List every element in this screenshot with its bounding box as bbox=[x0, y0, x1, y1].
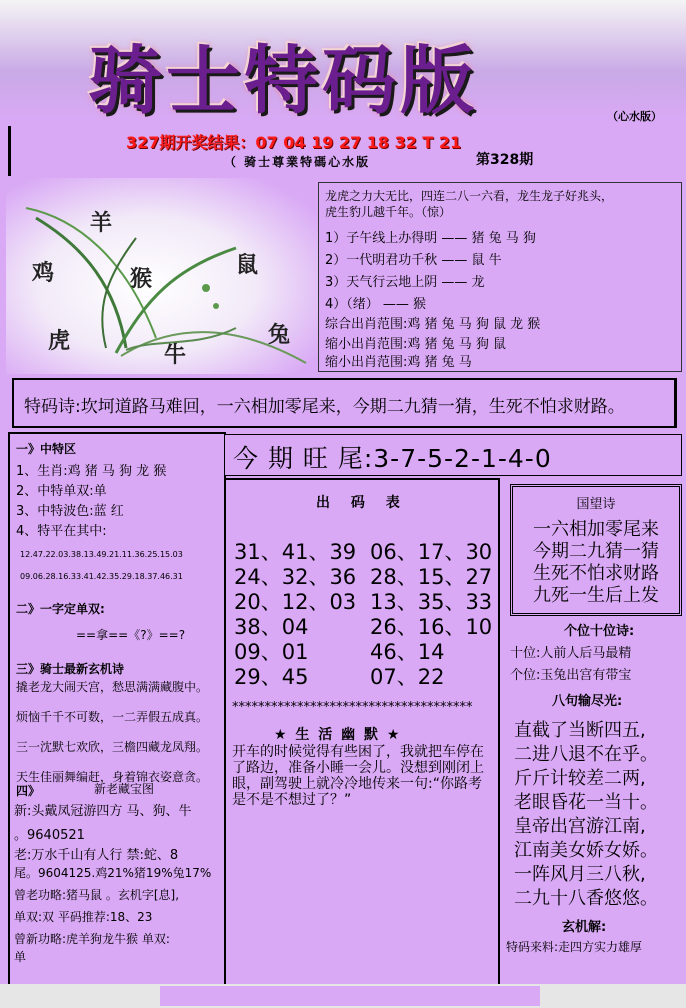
national-poem-line: 九死一生后上发 bbox=[533, 585, 659, 606]
riddle-line: 缩小出肖范围:鸡 猪 兔 马 bbox=[325, 355, 472, 370]
number-row-left: 24、32、36 bbox=[234, 565, 357, 589]
riddle-line: 3）天气行云地上阴 —— 龙 bbox=[325, 275, 485, 290]
number-table-title: 出 码 表 bbox=[316, 495, 408, 511]
eight-line-poem: 二进八退不在乎。 bbox=[514, 744, 658, 765]
number-row-left: 20、12、03 bbox=[234, 590, 357, 614]
mystery-solution-text: 特码来料:走四方实力雄厚 bbox=[506, 940, 643, 954]
masthead-char: 士 bbox=[166, 38, 244, 124]
national-poem-box bbox=[510, 484, 682, 616]
tens-digit-line: 十位:人前人后马最精 bbox=[510, 646, 632, 661]
mystery-poem-line: 撬老龙大闹天宫，愁思满满藏腹中。 bbox=[16, 680, 209, 694]
riddle-line: 2）一代明君功千秋 —— 鼠 牛 bbox=[325, 253, 502, 268]
treasure-line: 老:万水千山有人行 禁:蛇、8 bbox=[14, 848, 179, 863]
treasure-line: 单 bbox=[14, 950, 27, 964]
treasure-line: 曾新功略:虎羊狗龙牛猴 单双: bbox=[14, 932, 170, 946]
zodiac-monkey: 猴 bbox=[130, 266, 153, 292]
zodiac-ox: 牛 bbox=[164, 342, 187, 368]
number-row-left: 09、01 bbox=[234, 640, 309, 664]
eight-line-poem: 皇帝出宫游江南, bbox=[514, 816, 646, 837]
eight-line-poem: 直截了当断四五, bbox=[514, 720, 646, 741]
section-title: 三》骑士最新玄机诗 bbox=[16, 662, 125, 676]
poem-box bbox=[12, 378, 677, 428]
national-poem-line: 生死不怕求财路 bbox=[533, 563, 659, 584]
draw-result: 327期开奖结果：07 04 19 27 18 32 T 21 bbox=[126, 133, 462, 152]
issue-number: 第328期 bbox=[476, 152, 534, 168]
masthead-char: 骑 bbox=[88, 38, 166, 124]
eight-lines-title: 八句输尽光: bbox=[552, 694, 623, 709]
left-column bbox=[8, 432, 226, 996]
eight-line-poem: 一阵风月三八秋, bbox=[514, 864, 646, 885]
number-row-left: 29、45 bbox=[234, 665, 309, 689]
color-pick: 3、中特波色:蓝 红 bbox=[16, 504, 124, 519]
national-poem-line: 今期二九猜一猜 bbox=[533, 541, 659, 562]
footer-bar bbox=[160, 986, 540, 1006]
number-row-right: 06、17、30 bbox=[370, 540, 493, 564]
odd-even-pick: 2、中特单双:单 bbox=[16, 484, 107, 499]
number-list: 09.06.28.16.33.41.42.35.29.18.37.46.31 bbox=[20, 572, 183, 581]
section-title: 二》一字定单双: bbox=[16, 602, 105, 616]
eight-line-poem: 二九十八香悠悠。 bbox=[514, 888, 658, 909]
treasure-line: 。9640521 bbox=[14, 828, 85, 843]
treasure-line: 曾老功略:猪马鼠 。玄机字[息], bbox=[14, 888, 180, 902]
riddle-intro: 龙虎之力大无比，四连二八一六看，龙生龙子好兆头， bbox=[325, 189, 614, 203]
riddle-line: 缩小出肖范围:鸡 猪 兔 马 狗 鼠 bbox=[325, 337, 507, 352]
national-poem-title: 国望诗 bbox=[576, 497, 616, 512]
subtitle: （ 骑士尊業特碼心水版 bbox=[224, 155, 371, 169]
riddle-line: 4）（绪） —— 猴 bbox=[325, 297, 427, 312]
edition-label: （心水版） bbox=[607, 110, 662, 123]
digit-poem-title: 个位十位诗: bbox=[564, 624, 635, 639]
mystery-poem-line: 天生佳丽舞编赶，身着锦衣姿意贪。 bbox=[16, 770, 209, 784]
zodiac-sheep: 羊 bbox=[90, 210, 113, 236]
divider-stars: ************************************* bbox=[232, 700, 473, 715]
number-table bbox=[224, 478, 500, 1002]
treasure-line: 新:头戴凤冠游四方 马、狗、牛 bbox=[14, 804, 192, 819]
lucky-tail: 今 期 旺 尾:3-7-5-2-1-4-0 bbox=[233, 444, 552, 473]
treasure-line: 单双:双 平码推荐:18、23 bbox=[14, 910, 153, 924]
humor-text: 开车的时候觉得有些困了，我就把车停在了路边，准备小睡一会儿。没想到刚闭上眼，副驾驶上就冷冷地传来一句:“你路考是不是不想过了？” bbox=[232, 744, 484, 808]
masthead-char: 版 bbox=[400, 38, 478, 124]
number-row-right: 13、35、33 bbox=[370, 590, 493, 614]
eight-line-poem: 斤斤计较差二两, bbox=[514, 768, 646, 789]
masthead-char: 码 bbox=[322, 38, 400, 124]
humor-title: ★ 生 活 幽 默 ★ bbox=[274, 727, 402, 743]
zodiac-tiger: 虎 bbox=[48, 328, 71, 354]
eight-line-poem: 江南美女娇女娇。 bbox=[514, 840, 658, 861]
zodiac-rat: 鼠 bbox=[236, 252, 259, 278]
treasure-map-title: 新老藏宝图 bbox=[94, 782, 155, 796]
masthead-char: 特 bbox=[244, 38, 322, 124]
number-row-right: 46、14 bbox=[370, 640, 445, 664]
zodiac-rooster: 鸡 bbox=[32, 260, 55, 286]
riddle-box bbox=[318, 182, 682, 372]
zodiac-art bbox=[6, 178, 318, 374]
ones-digit-line: 个位:玉兔出宫有带宝 bbox=[510, 668, 632, 683]
treasure-line: 尾。9604125.鸡21%猪19%兔17% bbox=[14, 866, 212, 880]
masthead-title bbox=[88, 30, 568, 124]
number-row-right: 07、22 bbox=[370, 665, 445, 689]
section-title: 一》中特区 bbox=[16, 442, 77, 456]
riddle-intro: 虎生豹儿越千年。（惊） bbox=[325, 205, 452, 219]
riddle-line: 综合出肖范围:鸡 猪 兔 马 狗 鼠 龙 猴 bbox=[325, 317, 541, 332]
number-row-right: 26、16、10 bbox=[370, 615, 493, 639]
number-row-left: 31、41、39 bbox=[234, 540, 357, 564]
zodiac-pick: 1、生肖:鸡 猪 马 狗 龙 猴 bbox=[16, 464, 167, 479]
riddle-line: 1）子午线上办得明 —— 猪 兔 马 狗 bbox=[325, 231, 536, 246]
footer-band bbox=[0, 984, 686, 1008]
number-list: 12.47.22.03.38.13.49.21.11.36.25.15.03 bbox=[20, 550, 183, 559]
national-poem-line: 一六相加零尾来 bbox=[533, 519, 659, 540]
number-row-left: 38、04 bbox=[234, 615, 309, 639]
number-row-right: 28、15、27 bbox=[370, 565, 493, 589]
eight-line-poem: 老眼昏花一当十。 bbox=[514, 792, 658, 813]
number-pick-label: 4、特平在其中: bbox=[16, 524, 107, 539]
mystery-solution-title: 玄机解: bbox=[562, 920, 607, 935]
mystery-poem-line: 烦恼千千不可数，一二弄假五成真。 bbox=[16, 710, 209, 724]
zodiac-rabbit: 兔 bbox=[268, 322, 291, 348]
tail-box bbox=[224, 434, 682, 476]
mystery-poem-line: 三一沈默七欢欣，三檐四藏龙凤翔。 bbox=[16, 740, 209, 754]
section-title: 四》 bbox=[16, 784, 41, 798]
special-poem: 特码诗:坎坷道路马难回，一六相加零尾来，今期二九猜一猜，生死不怕求财路。 bbox=[24, 397, 625, 417]
odd-even-riddle: ==拿==《?》==? bbox=[76, 628, 186, 642]
right-column bbox=[500, 478, 680, 998]
